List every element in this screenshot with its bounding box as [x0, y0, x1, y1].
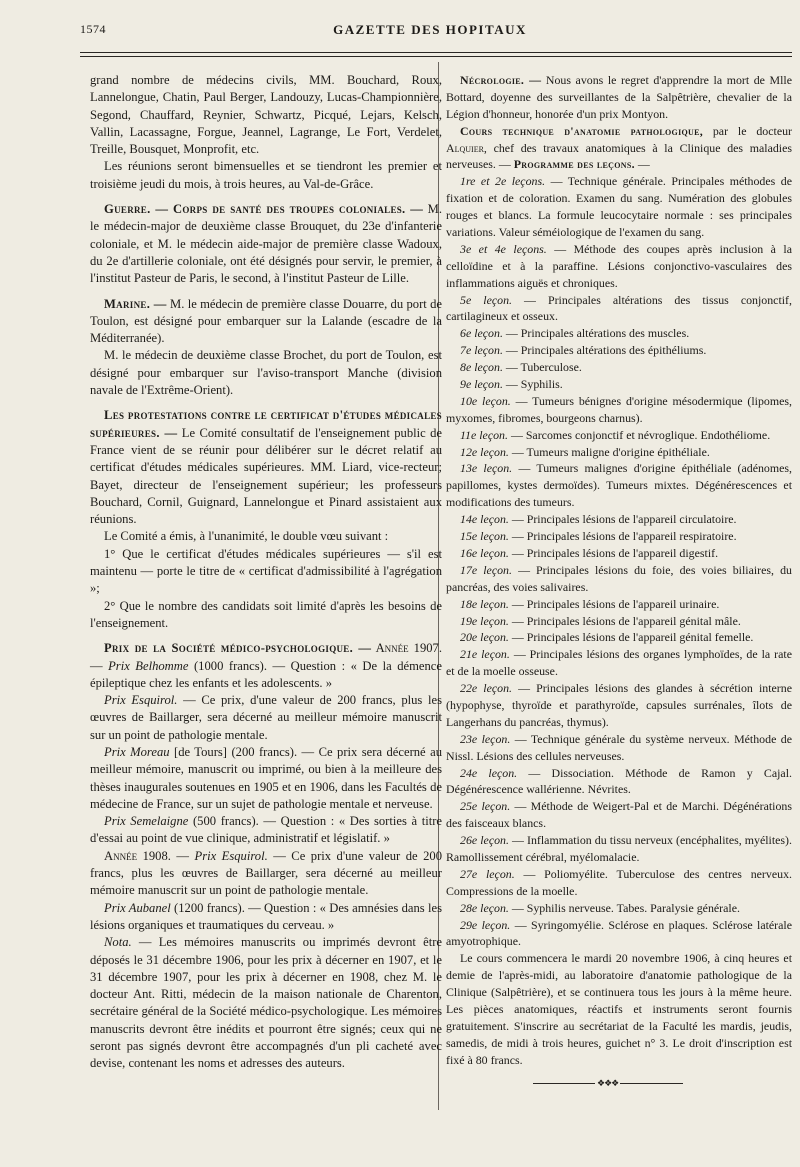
lesson-item	[446, 342, 792, 359]
lesson-text: — Principales lésions de l'appareil digestif.	[508, 545, 719, 560]
lesson-text: — Sarcomes conjonctif et névroglique. Endothéliome.	[507, 427, 771, 442]
lesson-item	[446, 866, 792, 900]
lesson-number: 9e leçon.	[460, 377, 503, 392]
lesson-item	[446, 900, 792, 917]
lesson-number: 13e leçon.	[460, 461, 513, 476]
lesson-item	[446, 596, 792, 613]
dash: —	[170, 848, 195, 863]
lesson-text: — Tumeurs bénignes d'origine mésodermique (lipomes, myxomes, fibromes, bourgeons charnus).	[446, 393, 792, 425]
paragraph-nota	[90, 934, 442, 1072]
paragraph-voeu-1: 1° Que le certificat d'études médicales supérieures — s'il est maintenu — porte le titre de « certificat d'admissibilité à l'agrégation »;	[90, 546, 442, 596]
section-text: M. le médecin de première classe Douarre, du port de Toulon, est désigné pour embarquer sur la Lalande (escadre de la Méditerranée).	[90, 296, 442, 346]
section-heading: Guerre. — Corps de santé des troupes coloniales. —	[104, 202, 424, 217]
lesson-number: 28e leçon.	[460, 900, 509, 915]
end-ornament: ❖❖❖	[597, 1078, 619, 1088]
section-text: par le docteur	[703, 123, 793, 138]
lesson-text: — Dissociation. Méthode de Ramon y Cajal. Dégénérescence wallérienne. Névrites.	[446, 765, 792, 797]
section-heading: Prix de la Société médico-psychologique. —	[104, 641, 372, 656]
lesson-number: 19e leçon.	[460, 613, 509, 628]
lesson-number: 5e leçon.	[460, 292, 512, 307]
lesson-number: 8e leçon.	[460, 360, 503, 375]
programme-heading: Programme des leçons.	[513, 157, 635, 172]
paragraph-aubanel	[90, 900, 442, 935]
journal-title: GAZETTE DES HOPITAUX	[333, 22, 527, 37]
lesson-number: 11e leçon.	[460, 427, 508, 442]
section-cours	[446, 123, 792, 174]
lesson-number: 25e leçon.	[460, 799, 511, 814]
lesson-item	[446, 528, 792, 545]
prize-text: — Ce prix d'une valeur de 200 francs, plus les œuvres de Baillarger, sera décerné au meilleur mémoire manuscrit sur un point de pathologie mentale.	[90, 848, 443, 898]
paragraph-members: grand nombre de médecins civils, MM. Bouchard, Roux, Lannelongue, Chatin, Paul Berger, Landouzy, Lucas-Championnière, Segond, Chauffard, Reynier, Schwartz, Picqué, Lejars, Kelsch, Vallin, Lacassagne, Forgue, Jeannel, Lagrange, Le Fort, Verdelet, Treille, Bousquet, Monprofit, etc.	[90, 73, 442, 157]
lesson-item	[446, 798, 792, 832]
lesson-item	[446, 460, 792, 511]
lesson-text: — Poliomyélite. Tuberculose des centres nerveux. Compressions de la moelle.	[446, 866, 792, 898]
prize-name: Prix Moreau	[104, 744, 170, 759]
lesson-text: — Principales lésions de l'appareil respiratoire.	[508, 529, 737, 544]
lesson-item	[446, 427, 792, 444]
lesson-number: 27e leçon.	[460, 866, 515, 881]
lesson-text: — Principales altérations des muscles.	[502, 326, 690, 341]
lesson-number: 26e leçon.	[460, 833, 509, 848]
lesson-item	[446, 646, 792, 680]
section-necrologie	[446, 72, 792, 123]
lesson-item	[446, 562, 792, 596]
header-rule-thin	[80, 56, 792, 57]
section-text: Le Comité consultatif de l'enseignement public de France vient de se réunir pour délibérer sur le décret relatif au certificat d'études médicales supérieures. MM. Liard, vice-recteur; Bayet, directeur de l'enseignement supérieur; les professeurs Bouchard, Cornil, Guignard, Lannelongue et Pinard assistaient aux réunions.	[90, 425, 443, 527]
lesson-item	[446, 325, 792, 342]
page-number: 1574	[80, 22, 106, 36]
lesson-item	[446, 613, 792, 630]
lesson-text: — Principales lésions du foie, des voies biliaires, du pancréas, des voies salivaires.	[446, 562, 792, 594]
author-name: Alquier	[446, 140, 484, 155]
section-heading: Cours technique d'anatomie pathologique,	[460, 123, 703, 138]
lesson-item	[446, 832, 792, 866]
paragraph-comite: Le Comité a émis, à l'unanimité, le double vœu suivant :	[104, 529, 389, 544]
paragraph-esquirol	[90, 692, 442, 744]
prize-text: [de Tours] (200 francs). — Ce prix sera décerné au meilleur mémoire, manuscrit ou imprimé, ou bien à la meilleure des thèses inaugurales soutenues en 1905 et en 1906, dans les Facultés de médecine de France, sur un sujet de pathologie mentale et nerveuse.	[90, 744, 442, 811]
lesson-text: — Méthode des coupes après inclusion à la celloïdine et à la paraffine. Lésions conjonctivo-vasculaires des inflammations aiguës et chroniques.	[446, 241, 793, 290]
page-header	[80, 22, 780, 44]
prize-text: (500 francs). — Question : « Des sorties à titre d'essai au point de vue clinique, administratif et législatif. »	[90, 814, 442, 846]
lesson-number: 24e leçon.	[460, 765, 518, 780]
section-prix	[90, 640, 442, 692]
section-guerre	[90, 201, 442, 287]
lesson-number: 6e leçon.	[460, 326, 503, 341]
lesson-item	[446, 393, 792, 427]
lesson-number: 7e leçon.	[460, 343, 503, 358]
lesson-item	[446, 629, 792, 646]
lesson-text: — Syphilis.	[502, 377, 563, 392]
lesson-number: 10e leçon.	[460, 393, 511, 408]
lesson-item	[446, 376, 792, 393]
prize-text: (1000 francs). — Question : « De la démence épileptique chez les enfants et les adolescents. »	[90, 658, 442, 690]
nota-label: Nota.	[104, 935, 132, 950]
lesson-text: — Principales lésions des glandes à sécrétion interne (hypophyse, thyroïde et parathyroïde, capsules surrénales, îlots de Langerhans du pancréas, thymus).	[446, 681, 792, 729]
lesson-item	[446, 917, 792, 951]
lesson-text: — Technique générale du système nerveux. Méthode de Nissl. Lésions des cellules nerveuses.	[446, 731, 792, 763]
section-protestations	[90, 407, 442, 528]
lesson-text: — Principales lésions des organes lymphoïdes, de la rate et de la moelle osseuse.	[446, 647, 792, 679]
prize-text: (1200 francs). — Question : « Des amnésies dans les lésions organiques et traumatiques du cerveau. »	[90, 900, 442, 932]
lesson-number: 20e leçon.	[460, 630, 509, 645]
lesson-number: 12e leçon.	[460, 444, 509, 459]
lesson-item	[446, 359, 792, 376]
lesson-text: — Inflammation du tissu nerveux (encéphalites, myélites). Ramollissement cérébral, myélomalacie.	[446, 833, 792, 864]
lesson-number: 3e et 4e leçons.	[460, 241, 547, 256]
lesson-text: — Principales altérations des tissus conjonctif, cartilagineux et osseux.	[446, 292, 792, 324]
lesson-number: 1re et 2e leçons.	[460, 174, 546, 189]
lesson-number: 17e leçon.	[460, 562, 512, 577]
section-heading: Marine. —	[104, 296, 167, 311]
lesson-text: — Principales lésions de l'appareil urinaire.	[508, 596, 720, 611]
section-heading: Les protestations contre le certificat d'études médicales supérieures. —	[90, 408, 442, 440]
lesson-text: — Méthode de Weigert-Pal et de Marchi. Dégénérations des faisceaux blancs.	[446, 799, 792, 831]
lesson-text: — Principales lésions de l'appareil génital mâle.	[508, 613, 741, 628]
lesson-number: 29e leçon.	[460, 917, 511, 932]
prize-name: Prix Belhomme	[102, 658, 189, 673]
paragraph-voeu-2: 2° Que le nombre des candidats soit limité d'après les besoins de l'enseignement.	[90, 598, 442, 630]
lesson-text: — Syphilis nerveuse. Tabes. Paralysie générale.	[508, 900, 740, 915]
lesson-text: — Syringomyélie. Sclérose en plaques. Sclérose latérale amyotrophique.	[446, 917, 792, 949]
dash: —	[634, 157, 650, 172]
lesson-number: 16e leçon.	[460, 545, 509, 560]
section-text: , chef des travaux anatomiques à la Clinique des maladies nerveuses. —	[446, 140, 792, 172]
lesson-item	[446, 241, 792, 292]
prize-name: Prix Semelaigne	[104, 814, 189, 829]
paragraph-moreau	[90, 744, 442, 813]
prize-name: Prix Aubanel	[104, 900, 171, 915]
paragraph-brochet: M. le médecin de deuxième classe Brochet, du port de Toulon, est désigné pour embarquer sur l'aviso-transport Manche (division navale de l'Extrême-Orient).	[90, 348, 442, 398]
lesson-item	[446, 545, 792, 562]
year-label: Année 1907. —	[90, 641, 442, 673]
lesson-number: 14e leçon.	[460, 512, 509, 527]
lesson-item	[446, 511, 792, 528]
lesson-text: — Technique générale. Principales méthodes de fixation et de coloration. Examen du sang. Numération des globules rouges et blancs. La formule leucocytaire normale : ses principales variations. Valeur séméiologique de l'examen du sang.	[446, 174, 792, 240]
lesson-text: — Tumeurs maligne d'origine épithéliale.	[508, 444, 710, 459]
paragraph-course-info: Le cours commencera le mardi 20 novembre 1906, à cinq heures et demie de l'après-midi, au laboratoire d'anatomie pathologique de la Clinique (Salpêtrière), et se continuera tous les jours à la même heure. Les pièces anatomiques, réactifs et instruments seront fournis gratuitement. S'inscrire au secrétariat de la Faculté les mardis, jeudis, samedis, de midi à trois heures, guichet n° 3. Le droit d'inscription est fixé à 80 francs.	[446, 951, 792, 1067]
lesson-list	[446, 173, 792, 950]
paragraph-annee-1908	[90, 848, 442, 900]
lesson-number: 23e leçon.	[460, 731, 511, 746]
lesson-item	[446, 173, 792, 241]
end-rule	[533, 1079, 683, 1087]
left-column	[90, 72, 442, 1073]
lesson-text: — Principales altérations des épithéliums.	[502, 343, 707, 358]
lesson-item	[446, 680, 792, 731]
lesson-item	[446, 292, 792, 326]
lesson-item	[446, 444, 792, 461]
prize-name: Prix Esquirol.	[104, 693, 178, 708]
paragraph-reunions: Les réunions seront bimensuelles et se tiendront les premier et troisième jeudi du mois, à trois heures, au Val-de-Grâce.	[90, 159, 442, 191]
prize-name: Prix Esquirol.	[194, 848, 268, 863]
lesson-number: 15e leçon.	[460, 529, 509, 544]
lesson-text: — Tuberculose.	[502, 360, 582, 375]
section-marine	[90, 296, 442, 348]
lesson-number: 18e leçon.	[460, 596, 509, 611]
prize-text: — Ce prix, d'une valeur de 200 francs, plus les œuvres de Baillarger, sera décerné au meilleur mémoire manuscrit sur un point de pathologie mentale.	[90, 693, 442, 742]
lesson-text: — Principales lésions de l'appareil génital femelle.	[508, 630, 754, 645]
year-label: Année 1908.	[104, 848, 171, 863]
right-column	[446, 72, 792, 1069]
lesson-item	[446, 765, 792, 799]
section-heading: Nécrologie. —	[460, 73, 542, 87]
section-text: M. le médecin-major de deuxième classe Brouquet, du 23e d'infanterie coloniale, et M. le médecin aide-major de première classe Wadoux, du 2e d'artillerie coloniale, ont été désignés pour servir, le premier, à l'institut Pasteur de Paris, le second, à l'institut Pasteur de Lille.	[90, 202, 442, 286]
lesson-text: — Principales lésions de l'appareil circulatoire.	[508, 512, 737, 527]
lesson-number: 22e leçon.	[460, 681, 512, 696]
nota-text: — Les mémoires manuscrits ou imprimés devront être déposés le 31 décembre 1906, pour les prix à décerner en 1907, et le 31 décembre 1907, pour les prix à décerner en 1908, chez M. le docteur Ant. Ritti, médecin de la maison nationale de Charenton, secrétaire général de la Société médico-psychologique. Les mémoires manuscrits devront être inédits et pourront être signés; ceux qui ne seront pas signés devront être accompagnés d'un pli cacheté avec devise, contenant les noms et adresses des auteurs.	[90, 935, 442, 1071]
header-rule	[80, 52, 792, 53]
section-text: Nous avons le regret d'apprendre la mort de Mlle Bottard, doyenne des surveillantes de la Salpêtrière, chevalier de la Légion d'honneur, honorée d'un prix Montyon.	[446, 73, 792, 121]
paragraph-semelaigne	[90, 813, 442, 848]
lesson-item	[446, 731, 792, 765]
lesson-text: — Tumeurs malignes d'origine épithéliale (adénomes, papillomes, kystes dermoïdes). Tumeurs mixtes. Dégénérescences et modifications des tumeurs.	[446, 461, 792, 510]
lesson-number: 21e leçon.	[460, 647, 510, 662]
